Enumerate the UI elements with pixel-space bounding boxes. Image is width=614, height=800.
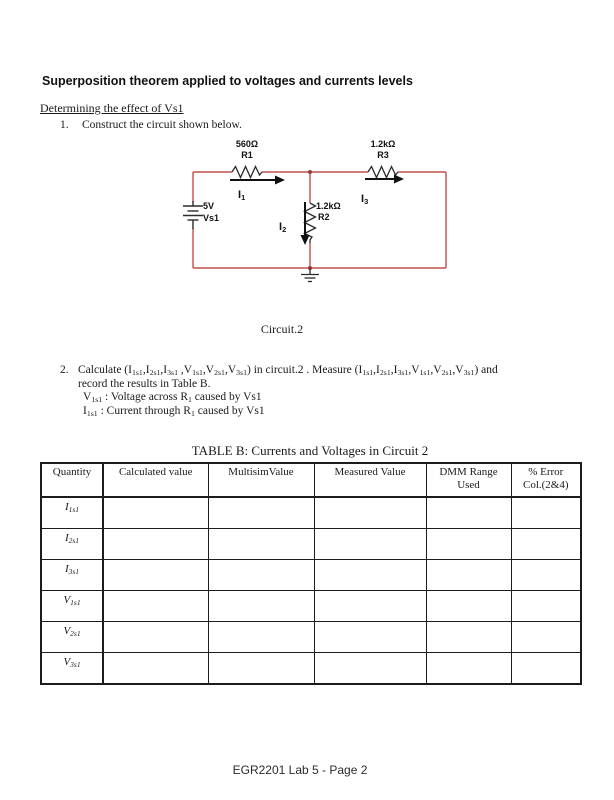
battery-vs1-symbol bbox=[183, 201, 203, 229]
column-header: DMM Range Used bbox=[426, 463, 511, 497]
quantity-cell: $I_{2s1}$ bbox=[41, 529, 103, 560]
value-cell bbox=[103, 591, 208, 622]
list-item-1-number: 1. bbox=[60, 119, 69, 131]
value-cell bbox=[103, 529, 208, 560]
value-cell bbox=[208, 529, 314, 560]
table-row bbox=[41, 591, 581, 622]
resistor-r1-name: R1 bbox=[241, 150, 253, 160]
resistor-r2-value: 1.2kΩ bbox=[316, 201, 341, 211]
current-label-i2: $I_2$ bbox=[279, 221, 287, 234]
value-cell bbox=[426, 497, 511, 529]
current-arrow-i1 bbox=[230, 176, 285, 185]
value-cell bbox=[314, 497, 426, 529]
circuit-diagram bbox=[180, 135, 470, 295]
value-cell bbox=[314, 622, 426, 653]
value-cell bbox=[426, 653, 511, 685]
table-b-body bbox=[41, 497, 581, 684]
junction-dot-top bbox=[308, 170, 312, 174]
table-b-grid bbox=[40, 462, 582, 685]
quantity-cell: $V_{1s1}$ bbox=[41, 591, 103, 622]
table-b bbox=[40, 462, 580, 685]
table-b-title: TABLE B: Currents and Voltages in Circuit 2 bbox=[191, 443, 429, 458]
current-arrow-i2 bbox=[301, 202, 310, 245]
current-label-i1: $I_1$ bbox=[238, 189, 246, 202]
quantity-cell: $V_{2s1}$ bbox=[41, 622, 103, 653]
list-item-2-number: 2. bbox=[60, 364, 69, 376]
page-title: Superposition theorem applied to voltages and currents levels bbox=[42, 74, 413, 88]
circuit-caption: Circuit.2 bbox=[260, 322, 304, 336]
column-header: Quantity bbox=[41, 463, 103, 497]
list-item-2 bbox=[78, 364, 583, 418]
value-cell bbox=[511, 560, 581, 591]
value-cell bbox=[103, 622, 208, 653]
quantity-cell: $V_{3s1}$ bbox=[41, 653, 103, 685]
value-cell bbox=[208, 653, 314, 685]
resistor-r1-symbol bbox=[232, 167, 262, 178]
value-cell bbox=[103, 560, 208, 591]
value-cell bbox=[511, 622, 581, 653]
table-row bbox=[41, 653, 581, 685]
value-cell bbox=[511, 497, 581, 529]
resistor-r3-name: R3 bbox=[377, 150, 389, 160]
value-cell bbox=[208, 622, 314, 653]
column-header: % Error Col.(2&4) bbox=[511, 463, 581, 497]
value-cell bbox=[208, 497, 314, 529]
item2-line2: record the results in Table B. bbox=[78, 377, 211, 390]
value-cell bbox=[511, 653, 581, 685]
value-cell bbox=[511, 591, 581, 622]
value-cell bbox=[103, 653, 208, 685]
current-arrow-i3 bbox=[365, 175, 404, 184]
resistor-r3-value: 1.2kΩ bbox=[370, 139, 396, 149]
resistor-r1-value: 560Ω bbox=[235, 139, 259, 149]
value-cell bbox=[208, 560, 314, 591]
value-cell bbox=[103, 497, 208, 529]
column-header: Calculated value bbox=[103, 463, 208, 497]
table-row bbox=[41, 622, 581, 653]
item2-line1: Calculate ($I_{1s1},I_{2s1},I_{3s1}$ $,V_{1s1},V_{2s1},V_{3s1}$) in circuit.2 . Measure $(I_{1s1},I_{2s1},I_{3s1},V_{1s1},V_{2s1},V_{3s1})$ and bbox=[78, 364, 498, 377]
table-row bbox=[41, 560, 581, 591]
table-row bbox=[41, 529, 581, 560]
value-cell bbox=[314, 529, 426, 560]
ground-icon bbox=[301, 268, 319, 282]
page-footer: EGR2201 Lab 5 - Page 2 bbox=[232, 763, 368, 777]
column-header: Measured Value bbox=[314, 463, 426, 497]
value-cell bbox=[314, 560, 426, 591]
value-cell bbox=[426, 591, 511, 622]
list-item-1 bbox=[60, 119, 242, 131]
value-cell bbox=[511, 529, 581, 560]
table-row bbox=[41, 497, 581, 529]
table-b-header-row bbox=[41, 463, 581, 497]
current-label-i3: $I_3$ bbox=[361, 193, 369, 206]
quantity-cell: $I_{3s1}$ bbox=[41, 560, 103, 591]
value-cell bbox=[426, 622, 511, 653]
list-item-1-text: Construct the circuit shown below. bbox=[82, 119, 242, 131]
item2-def-i1s1: $I_{1s1}$ : Current through $R_1$ caused by Vs1 bbox=[83, 404, 265, 418]
item2-def-v1s1: $V_{1s1}$ : Voltage across $R_1$ caused by Vs1 bbox=[83, 391, 262, 404]
source-name: Vs1 bbox=[203, 213, 220, 223]
value-cell bbox=[314, 653, 426, 685]
value-cell bbox=[208, 591, 314, 622]
column-header: MultisimValue bbox=[208, 463, 314, 497]
value-cell bbox=[426, 560, 511, 591]
quantity-cell: $I_{1s1}$ bbox=[41, 497, 103, 529]
section-heading: Determining the effect of Vs1 bbox=[40, 101, 184, 115]
resistor-r3-symbol bbox=[368, 167, 398, 178]
value-cell bbox=[314, 591, 426, 622]
resistor-r2-name: R2 bbox=[318, 212, 330, 222]
value-cell bbox=[426, 529, 511, 560]
source-value: 5V bbox=[203, 201, 215, 211]
